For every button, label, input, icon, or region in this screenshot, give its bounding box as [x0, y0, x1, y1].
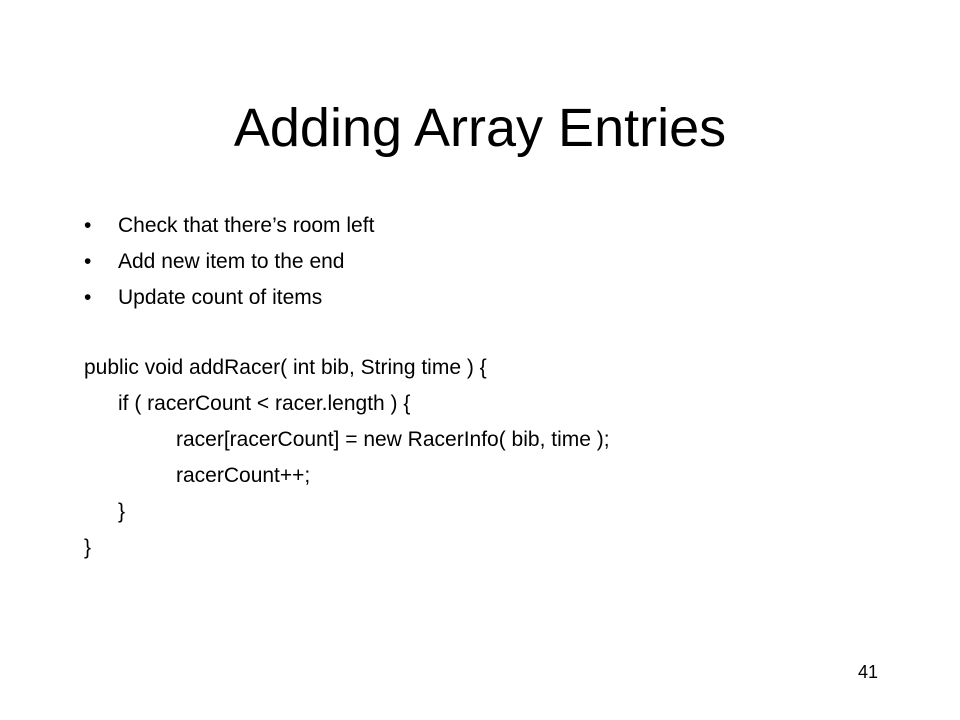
code-line: racer[racerCount] = new RacerInfo( bib, time );	[176, 428, 610, 451]
code-line: racerCount++;	[176, 464, 311, 487]
bullet-text: Add new item to the end	[118, 250, 345, 273]
code-line: if ( racerCount < racer.length ) {	[118, 392, 411, 415]
bullet-item	[84, 280, 374, 316]
bullet-item	[84, 208, 374, 244]
bullet-text: Update count of items	[118, 286, 323, 309]
slide-title: Adding Array Entries	[233, 98, 727, 158]
bullet-marker: •	[84, 250, 92, 273]
bullet-text: Check that there’s room left	[118, 214, 375, 237]
code-block	[84, 350, 610, 566]
code-line: }	[84, 536, 92, 559]
code-line: public void addRacer( int bib, String time ) {	[84, 356, 487, 379]
code-line: }	[118, 500, 126, 523]
bullet-marker: •	[84, 214, 92, 237]
bullet-list	[84, 208, 374, 316]
page-number: 41	[858, 662, 879, 682]
bullet-item	[84, 244, 374, 280]
bullet-marker: •	[84, 286, 92, 309]
